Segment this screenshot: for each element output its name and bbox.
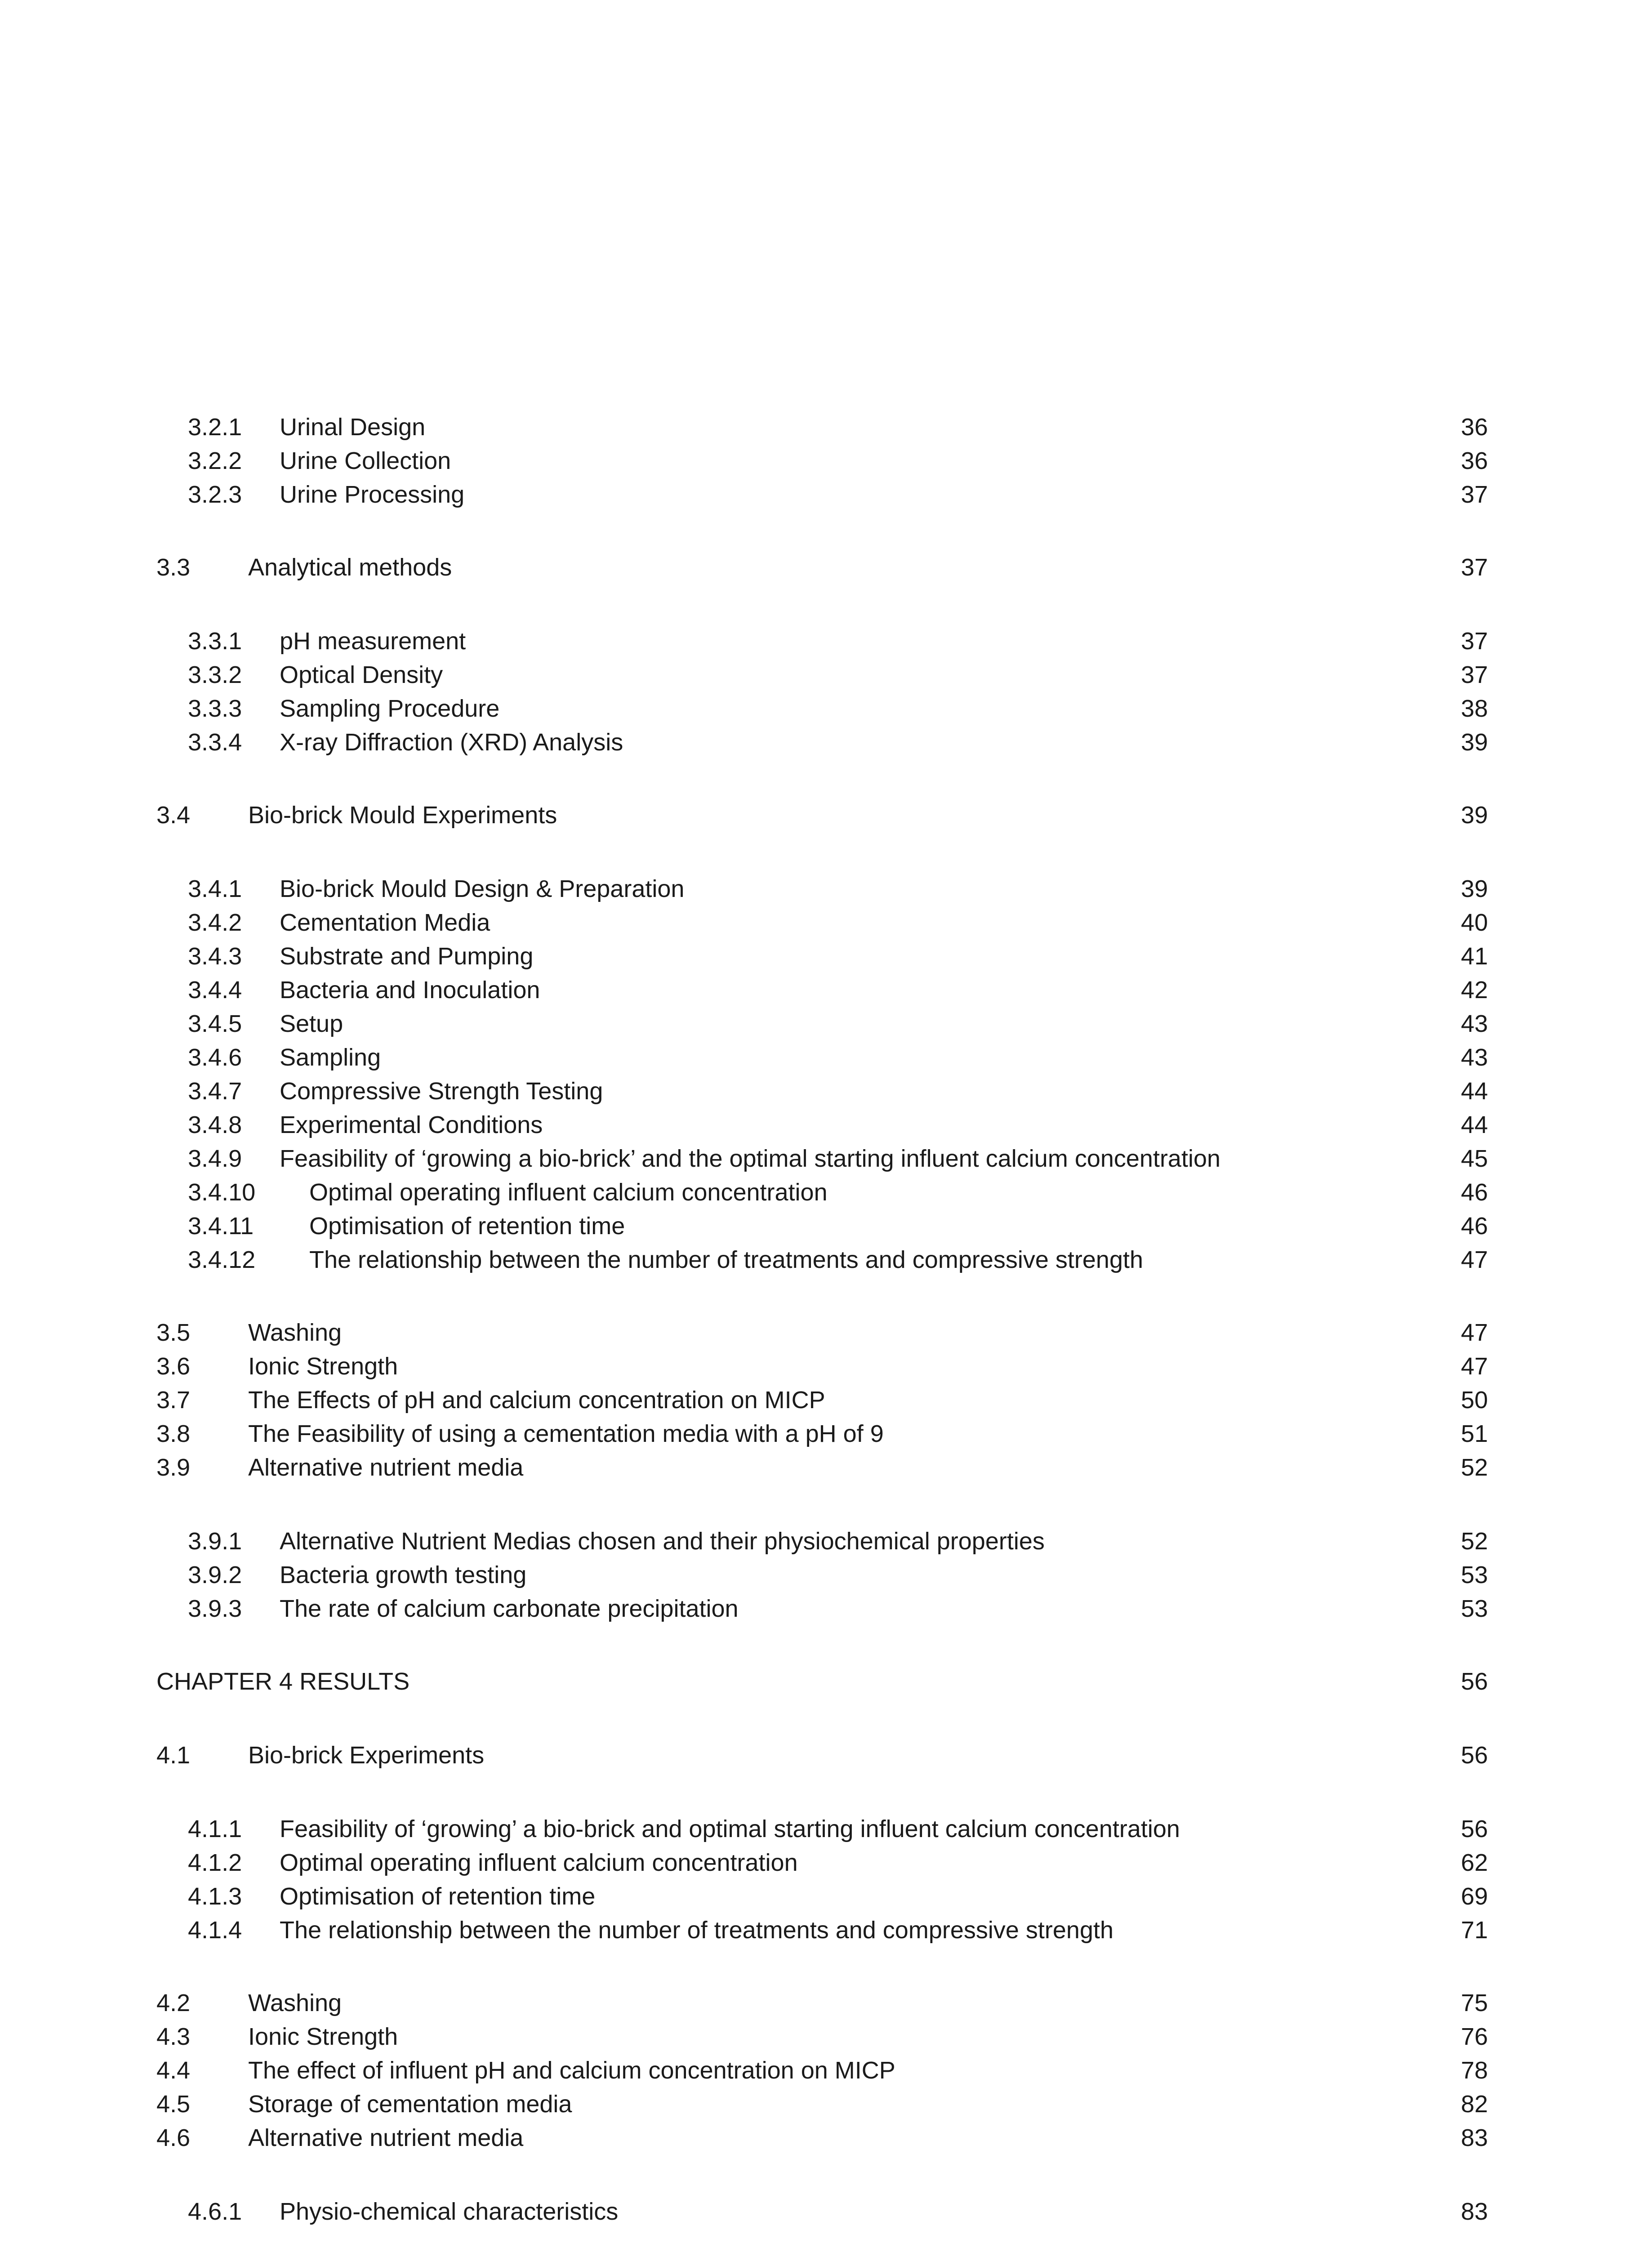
toc-entry-page: 56 <box>1461 1668 1488 1695</box>
toc-entry-page: 36 <box>1461 414 1488 441</box>
toc-chapter-title: CHAPTER 4 RESULTS <box>156 1668 410 1695</box>
toc-entry[interactable] <box>0 1316 1652 1349</box>
toc-entry[interactable] <box>0 906 1652 939</box>
toc-entry[interactable] <box>0 1244 1652 1276</box>
toc-entry-title: Alternative nutrient media <box>248 1454 524 1481</box>
toc-entry[interactable] <box>0 659 1652 691</box>
toc-entry-title: The effect of influent pH and calcium concentration on MICP <box>248 2057 895 2084</box>
toc-entry[interactable] <box>0 2021 1652 2053</box>
toc-entry[interactable] <box>0 1592 1652 1625</box>
toc-entry-number: 3.4.1 <box>188 875 242 902</box>
toc-entry-number: 3.2.1 <box>188 414 242 441</box>
toc-entry-number: 3.3.1 <box>188 628 242 655</box>
toc-entry-title: The Feasibility of using a cementation media with a pH of 9 <box>248 1420 884 1447</box>
toc-entry-title: Compressive Strength Testing <box>280 1078 603 1105</box>
toc-entry[interactable] <box>0 799 1652 831</box>
toc-entry-number: 3.2.3 <box>188 481 242 508</box>
toc-entry[interactable] <box>0 1109 1652 1141</box>
toc-entry-page: 45 <box>1461 1145 1488 1172</box>
toc-entry-number: 4.3 <box>156 2023 191 2050</box>
toc-entry[interactable] <box>0 1739 1652 1771</box>
toc-entry-page: 53 <box>1461 1561 1488 1588</box>
toc-entry-page: 37 <box>1461 628 1488 655</box>
toc-entry-number: 4.4 <box>156 2057 191 2084</box>
toc-entry-title: The Effects of pH and calcium concentration on MICP <box>248 1387 825 1414</box>
toc-entry-page: 40 <box>1461 909 1488 936</box>
toc-entry-number: 3.4 <box>156 802 191 829</box>
toc-entry-number: 4.1.3 <box>188 1883 242 1910</box>
toc-entry-title: Optimisation of retention time <box>280 1883 596 1910</box>
toc-entry[interactable] <box>0 1176 1652 1209</box>
toc-entry-title: Bio-brick Mould Design & Preparation <box>280 875 685 902</box>
toc-entry-title: pH measurement <box>280 628 466 655</box>
toc-entry-number: 3.4.8 <box>188 1111 242 1138</box>
toc-entry-number: 3.3.3 <box>188 695 242 722</box>
toc-entry-title: Urinal Design <box>280 414 426 441</box>
toc-entry-number: 3.4.10 <box>188 1179 256 1206</box>
toc-entry[interactable] <box>0 1987 1652 2019</box>
toc-entry[interactable] <box>0 873 1652 905</box>
toc-entry-title: Urine Processing <box>280 481 465 508</box>
toc-entry-title: Bio-brick Experiments <box>248 1742 485 1769</box>
toc-entry-number: 4.2 <box>156 1989 191 2016</box>
toc-entry[interactable] <box>0 692 1652 725</box>
toc-entry-page: 44 <box>1461 1078 1488 1105</box>
toc-entry-number: 4.1.4 <box>188 1917 242 1944</box>
toc-entry-page: 42 <box>1461 977 1488 1004</box>
toc-entry[interactable] <box>0 1418 1652 1450</box>
toc-entry-title: Sampling Procedure <box>280 695 500 722</box>
toc-entry-page: 38 <box>1461 695 1488 722</box>
toc-entry[interactable] <box>0 974 1652 1006</box>
toc-entry-title: Optical Density <box>280 661 443 688</box>
toc-entry-title: Urine Collection <box>280 447 451 474</box>
toc-entry-title: Alternative Nutrient Medias chosen and their physiochemical properties <box>280 1528 1045 1555</box>
toc-entry-page: 62 <box>1461 1849 1488 1876</box>
toc-entry-page: 47 <box>1461 1353 1488 1380</box>
toc-entry-page: 83 <box>1461 2124 1488 2151</box>
toc-entry[interactable] <box>0 625 1652 657</box>
toc-entry-number: 4.1.1 <box>188 1815 242 1842</box>
toc-entry-page: 56 <box>1461 1815 1488 1842</box>
toc-entry-number: 3.4.5 <box>188 1010 242 1037</box>
toc-entry[interactable] <box>0 1384 1652 1416</box>
toc-entry-page: 43 <box>1461 1044 1488 1071</box>
toc-entry-page: 46 <box>1461 1179 1488 1206</box>
toc-entry-title: Bacteria and Inoculation <box>280 977 540 1004</box>
toc-entry-page: 37 <box>1461 554 1488 581</box>
toc-entry[interactable] <box>0 411 1652 443</box>
toc-entry[interactable] <box>0 1041 1652 1074</box>
toc-entry-page: 76 <box>1461 2023 1488 2050</box>
toc-entry-title: Bacteria growth testing <box>280 1561 527 1588</box>
toc-entry-title: Analytical methods <box>248 554 452 581</box>
toc-entry-title: Alternative nutrient media <box>248 2124 524 2151</box>
toc-entry-page: 69 <box>1461 1883 1488 1910</box>
toc-entry[interactable] <box>0 1210 1652 1242</box>
toc-entry-title: Storage of cementation media <box>248 2091 572 2118</box>
toc-entry-number: 3.4.11 <box>188 1213 254 1240</box>
toc-entry-number: 4.1 <box>156 1742 191 1769</box>
toc-entry-title: Washing <box>248 1319 342 1346</box>
toc-entry[interactable] <box>0 478 1652 511</box>
toc-entry[interactable] <box>0 2054 1652 2087</box>
toc-entry-number: 4.6.1 <box>188 2198 242 2225</box>
toc-entry-page: 37 <box>1461 661 1488 688</box>
toc-entry-number: 3.4.9 <box>188 1145 242 1172</box>
toc-entry-title: Optimal operating influent calcium concentration <box>309 1179 828 1206</box>
toc-entry-number: 4.6 <box>156 2124 191 2151</box>
toc-entry-title: Feasibility of ‘growing’ a bio-brick and optimal starting influent calcium concentration <box>280 1815 1180 1842</box>
toc-entry[interactable] <box>0 1350 1652 1383</box>
toc-entry-number: 3.6 <box>156 1353 191 1380</box>
toc-entry-page: 43 <box>1461 1010 1488 1037</box>
toc-entry-number: 3.4.6 <box>188 1044 242 1071</box>
toc-entry-number: 3.9.2 <box>188 1561 242 1588</box>
toc-chapter-entry[interactable] <box>0 1665 1652 1698</box>
toc-entry[interactable] <box>0 2122 1652 2154</box>
toc-entry[interactable] <box>0 1847 1652 1879</box>
toc-entry-number: 3.4.7 <box>188 1078 242 1105</box>
toc-entry-title: The rate of calcium carbonate precipitation <box>280 1595 739 1622</box>
toc-entry[interactable] <box>0 1914 1652 1946</box>
toc-entry[interactable] <box>0 1075 1652 1107</box>
toc-entry[interactable] <box>0 1813 1652 1845</box>
toc-entry-page: 44 <box>1461 1111 1488 1138</box>
toc-entry-number: 3.4.12 <box>188 1246 256 1273</box>
toc-entry-page: 36 <box>1461 447 1488 474</box>
toc-entry[interactable] <box>0 1525 1652 1557</box>
toc-entry-title: Optimal operating influent calcium concentration <box>280 1849 798 1876</box>
toc-entry-page: 41 <box>1461 943 1488 970</box>
toc-entry-page: 37 <box>1461 481 1488 508</box>
toc-entry-page: 83 <box>1461 2198 1488 2225</box>
toc-entry-number: 3.4.3 <box>188 943 242 970</box>
toc-entry-title: Cementation Media <box>280 909 490 936</box>
toc-entry[interactable] <box>0 1559 1652 1591</box>
toc-entry-page: 56 <box>1461 1742 1488 1769</box>
toc-entry-page: 39 <box>1461 729 1488 756</box>
toc-entry-number: 4.1.2 <box>188 1849 242 1876</box>
toc-entry-page: 75 <box>1461 1989 1488 2016</box>
toc-entry-number: 3.3.4 <box>188 729 242 756</box>
toc-entry-number: 3.9 <box>156 1454 191 1481</box>
toc-entry-title: Sampling <box>280 1044 381 1071</box>
toc-entry-title: Bio-brick Mould Experiments <box>248 802 557 829</box>
toc-entry-page: 53 <box>1461 1595 1488 1622</box>
toc-entry-title: The relationship between the number of treatments and compressive strength <box>280 1917 1114 1944</box>
toc-entry-title: Optimisation of retention time <box>309 1213 625 1240</box>
toc-entry[interactable] <box>0 1880 1652 1913</box>
toc-entry-page: 47 <box>1461 1246 1488 1273</box>
toc-entry-title: Ionic Strength <box>248 2023 398 2050</box>
toc-entry-title: Physio-chemical characteristics <box>280 2198 619 2225</box>
toc-entry[interactable] <box>0 2195 1652 2228</box>
toc-entry-page: 52 <box>1461 1454 1488 1481</box>
toc-entry-title: X-ray Diffraction (XRD) Analysis <box>280 729 623 756</box>
toc-entry-page: 46 <box>1461 1213 1488 1240</box>
toc-entry-number: 3.5 <box>156 1319 191 1346</box>
toc-entry-page: 47 <box>1461 1319 1488 1346</box>
toc-entry[interactable] <box>0 445 1652 477</box>
toc-entry-title: Ionic Strength <box>248 1353 398 1380</box>
toc-entry[interactable] <box>0 551 1652 584</box>
toc-entry-page: 50 <box>1461 1387 1488 1414</box>
toc-entry-page: 39 <box>1461 875 1488 902</box>
toc-entry-page: 71 <box>1461 1917 1488 1944</box>
toc-entry-number: 3.3.2 <box>188 661 242 688</box>
toc-entry-number: 3.7 <box>156 1387 191 1414</box>
toc-entry-page: 78 <box>1461 2057 1488 2084</box>
toc-entry[interactable] <box>0 940 1652 972</box>
toc-entry-number: 3.9.1 <box>188 1528 242 1555</box>
toc-entry-number: 3.3 <box>156 554 191 581</box>
toc-entry-page: 51 <box>1461 1420 1488 1447</box>
toc-entry[interactable] <box>0 1142 1652 1175</box>
toc-entry[interactable] <box>0 2088 1652 2120</box>
toc-entry[interactable] <box>0 726 1652 758</box>
toc-entry-page: 52 <box>1461 1528 1488 1555</box>
toc-entry-title: Setup <box>280 1010 343 1037</box>
toc-entry[interactable] <box>0 1451 1652 1484</box>
toc-entry-number: 3.9.3 <box>188 1595 242 1622</box>
toc-entry[interactable] <box>0 1008 1652 1040</box>
toc-entry-title: Washing <box>248 1989 342 2016</box>
toc-entry-number: 3.2.2 <box>188 447 242 474</box>
toc-entry-page: 39 <box>1461 802 1488 829</box>
toc-entry-title: The relationship between the number of treatments and compressive strength <box>309 1246 1144 1273</box>
toc-entry-number: 4.5 <box>156 2091 191 2118</box>
toc-entry-number: 3.4.2 <box>188 909 242 936</box>
toc-entry-number: 3.4.4 <box>188 977 242 1004</box>
toc-entry-title: Experimental Conditions <box>280 1111 543 1138</box>
toc-entry-title: Feasibility of ‘growing a bio-brick’ and the optimal starting influent calcium concentration <box>280 1145 1221 1172</box>
toc-entry-number: 3.8 <box>156 1420 191 1447</box>
toc-entry-page: 82 <box>1461 2091 1488 2118</box>
toc-entry-title: Substrate and Pumping <box>280 943 534 970</box>
